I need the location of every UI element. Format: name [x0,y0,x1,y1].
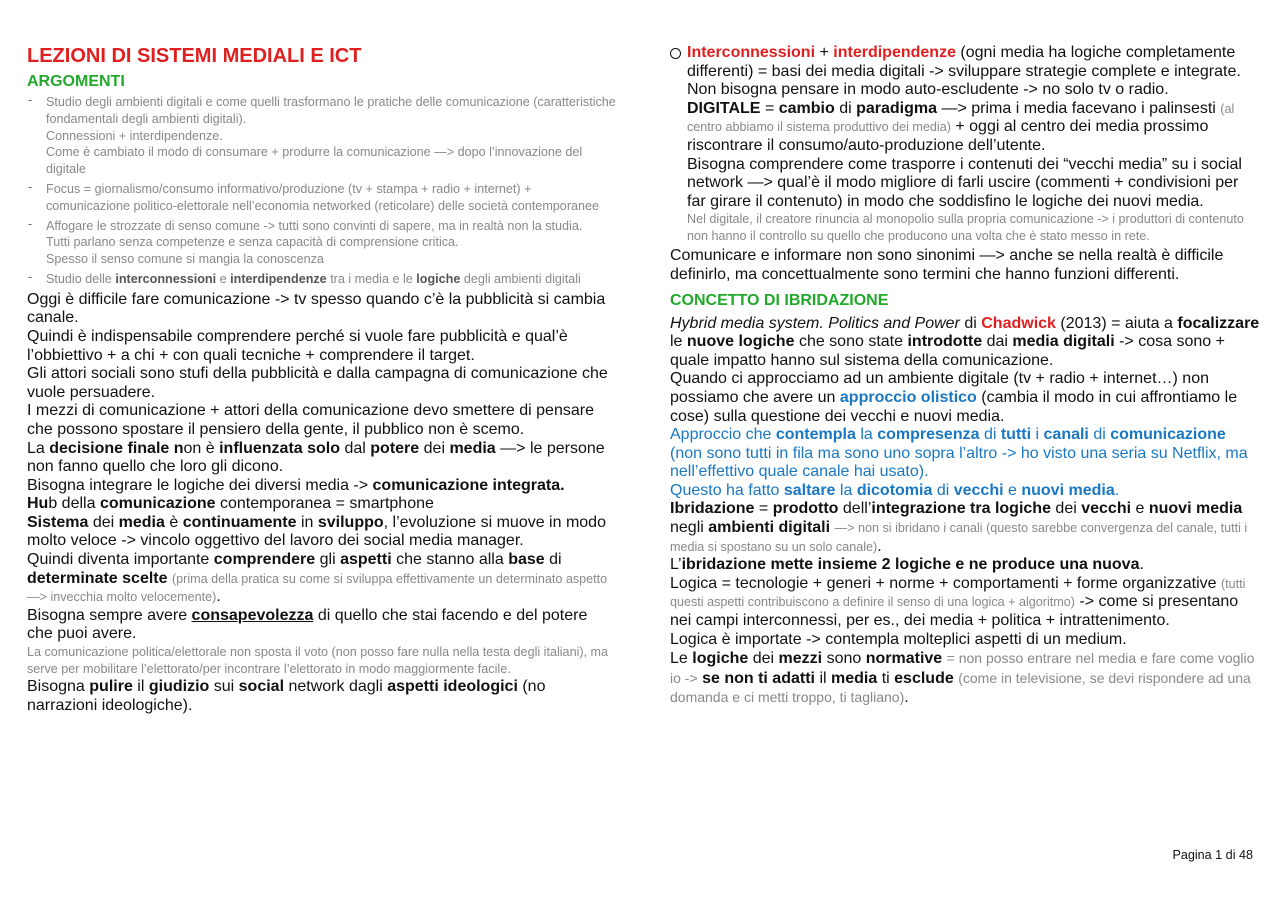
document-title: LEZIONI DI SISTEMI MEDIALI E ICT [27,45,362,67]
paragraph: Quindi diventa importante comprendere gli aspetti che stanno alla base di determinate scelte (prima della pratica su come si sviluppa effettivamente un determinato aspetto —> invecchia molto velocemente). [27,551,608,606]
page-number: Pagina 1 di 48 [1172,848,1253,862]
list-item: - Studio delle interconnessioni e interdipendenze tra i media e le logiche degli ambienti digitali [28,269,581,286]
section-heading-argomenti: ARGOMENTI [27,73,125,90]
paragraph: Ibridazione = prodotto dell’integrazione tra logiche dei vecchi e nuovi media negli ambienti digitali —> non si ibridano i canali (questo sarebbe convergenza del canale, tutti i media si spostano su un solo canale). [670,500,1248,555]
paragraph: Gli attori sociali sono stufi della pubblicità e dalla campagna di comunicazione che vuole persuadere. [27,365,608,401]
paragraph: Quindi è indispensabile comprendere perché si vuole fare pubblicità e qual’è l’obbiettivo + a chi + con quali tecniche + comprendere il target. [27,327,568,364]
paragraph: Approccio che contempla la compresenza di tutti i canali di comunicazione (non sono tutti in fila ma sono uno sopra l’altro -> ho visto una seria su Netflix, ma nell’effettivo quale canale hai usato). [670,426,1248,481]
paragraph: Sistema dei media è continuamente in sviluppo, l’evoluzione si muove in modo molto veloce -> vincolo oggettivo del lavoro dei social media manager. [27,513,606,550]
paragraph: L’ibridazione mette insieme 2 logiche e ne produce una nuova. [670,556,1144,574]
left-column [27,44,617,715]
section-heading-ibridazione: CONCETTO DI IBRIDAZIONE [670,291,889,309]
paragraph: Bisogna integrare le logiche dei diversi media -> comunicazione integrata. [27,476,565,494]
list-item: - Affogare le strozzate di senso comune -> tutti sono convinti di sapere, ma in realtà non la studia. Tutti parlano senza competenze e senza capacità di comprensione critica. Spesso il senso comune si mangia la conoscenza [28,216,583,267]
paragraph: Bisogna sempre avere consapevolezza di quello che stai facendo e del potere che puoi avere. [27,606,588,643]
circle-bullet-icon [670,48,681,59]
paragraph: Le logiche dei mezzi sono normative = non posso entrare nel media e fare come voglio io -> se non ti adatti il media ti esclude (come in televisione, se devi rispondere ad una domanda e ci metti troppo, ti tagliano). [670,650,1255,707]
list-item: - Studio degli ambienti digitali e come quelli trasformano le pratiche delle comunicazione (caratteristiche fondamentali degli ambienti digitali). Connessioni + interdipendenze. Come è cambiato il modo di consumare + produrre la comunicazione —> dopo l’innovazione del digitale [28,93,616,177]
paragraph: Bisogna pulire il giudizio sui social network dagli aspetti ideologici (no narrazioni ideologiche). [27,678,546,714]
right-column [670,44,1260,708]
paragraph: Logica = tecnologie + generi + norme + comportamenti + forme organizzative (tutti questi aspetti contribuiscono a definire il senso di una logica + algoritmo) -> come si presentano nei campi interconnessi, per es., dei media + politica + intrattenimento. [670,574,1246,630]
paragraph: Hub della comunicazione contemporanea = smartphone [27,495,434,513]
paragraph: Questo ha fatto saltare la dicotomia di vecchi e nuovi media. [670,481,1120,499]
paragraph: I mezzi di comunicazione + attori della comunicazione devo smettere di pensare che possono spostare il pensiero della gente, il pubblico non è scemo. [27,402,594,438]
paragraph: La comunicazione politica/elettorale non sposta il voto (non posso fare nulla nella testa degli italiani), ma serve per mobilitare l’elettorato/per incontrare l’elettorato in modo maggiormente facile. [27,645,609,677]
paragraph: Oggi è difficile fare comunicazione -> tv spesso quando c’è la pubblicità si cambia canale. [27,290,606,327]
list-item: - Focus = giornalismo/consumo informativo/produzione (tv + stampa + radio + internet) + comunicazione politico-elettorale nell’economia networked (reticolare) delle società contemporanee [28,179,600,213]
paragraph: Hybrid media system. Politics and Power di Chadwick (2013) = aiuta a focalizzare le nuove logiche che sono state introdotte dai media digitali -> cosa sono + quale impatto hanno sul sistema della comunicazione. [670,314,1260,369]
paragraph: Logica è importate -> contempla molteplici aspetti di un medium. [670,630,1127,648]
paragraph: La decisione finale non è influenzata solo dal potere dei media —> le persone non fanno quello che loro gli dicono. [27,439,605,476]
paragraph: Comunicare e informare non sono sinonimi —> anche se nella realtà è difficile definirlo, ma concettualmente sono termini che hanno funzioni differenti. [670,247,1224,283]
paragraph: Quando ci approcciamo ad un ambiente digitale (tv + radio + internet…) non possiamo che avere un approccio olistico (cambia il modo in cui affrontiamo le cose) sulla questione dei vecchi e nuovi media. [670,370,1238,425]
list-item: Interconnessioni + interdipendenze (ogni media ha logiche completamente differenti) = basi dei media digitali -> sviluppare strategie complete e integrate. Non bisogna pensare in modo auto-escludente -> no solo tv o radio. DIGITALE = cambio di paradigma —> prima i media facevano i palinsesti (al centro abbiamo il sistema produttivo dei media) + oggi al centro dei media prossimo riscontrare il consumo/auto-produzione dell’utente. Bisogna comprendere come trasporre i contenuti dei “vecchi media” su i social network —> qual’è il modo migliore di farli uscire (commenti + condivisioni per far girare il contenuto) in modo che soddisfino le logiche dei nuovi media. Nel digitale, il creatore rinuncia al monopolio sulla propria comunicazione -> i produttori di contenuto non hanno il controllo su quello che producono una volta che è stato messo in rete. [670,44,1260,245]
